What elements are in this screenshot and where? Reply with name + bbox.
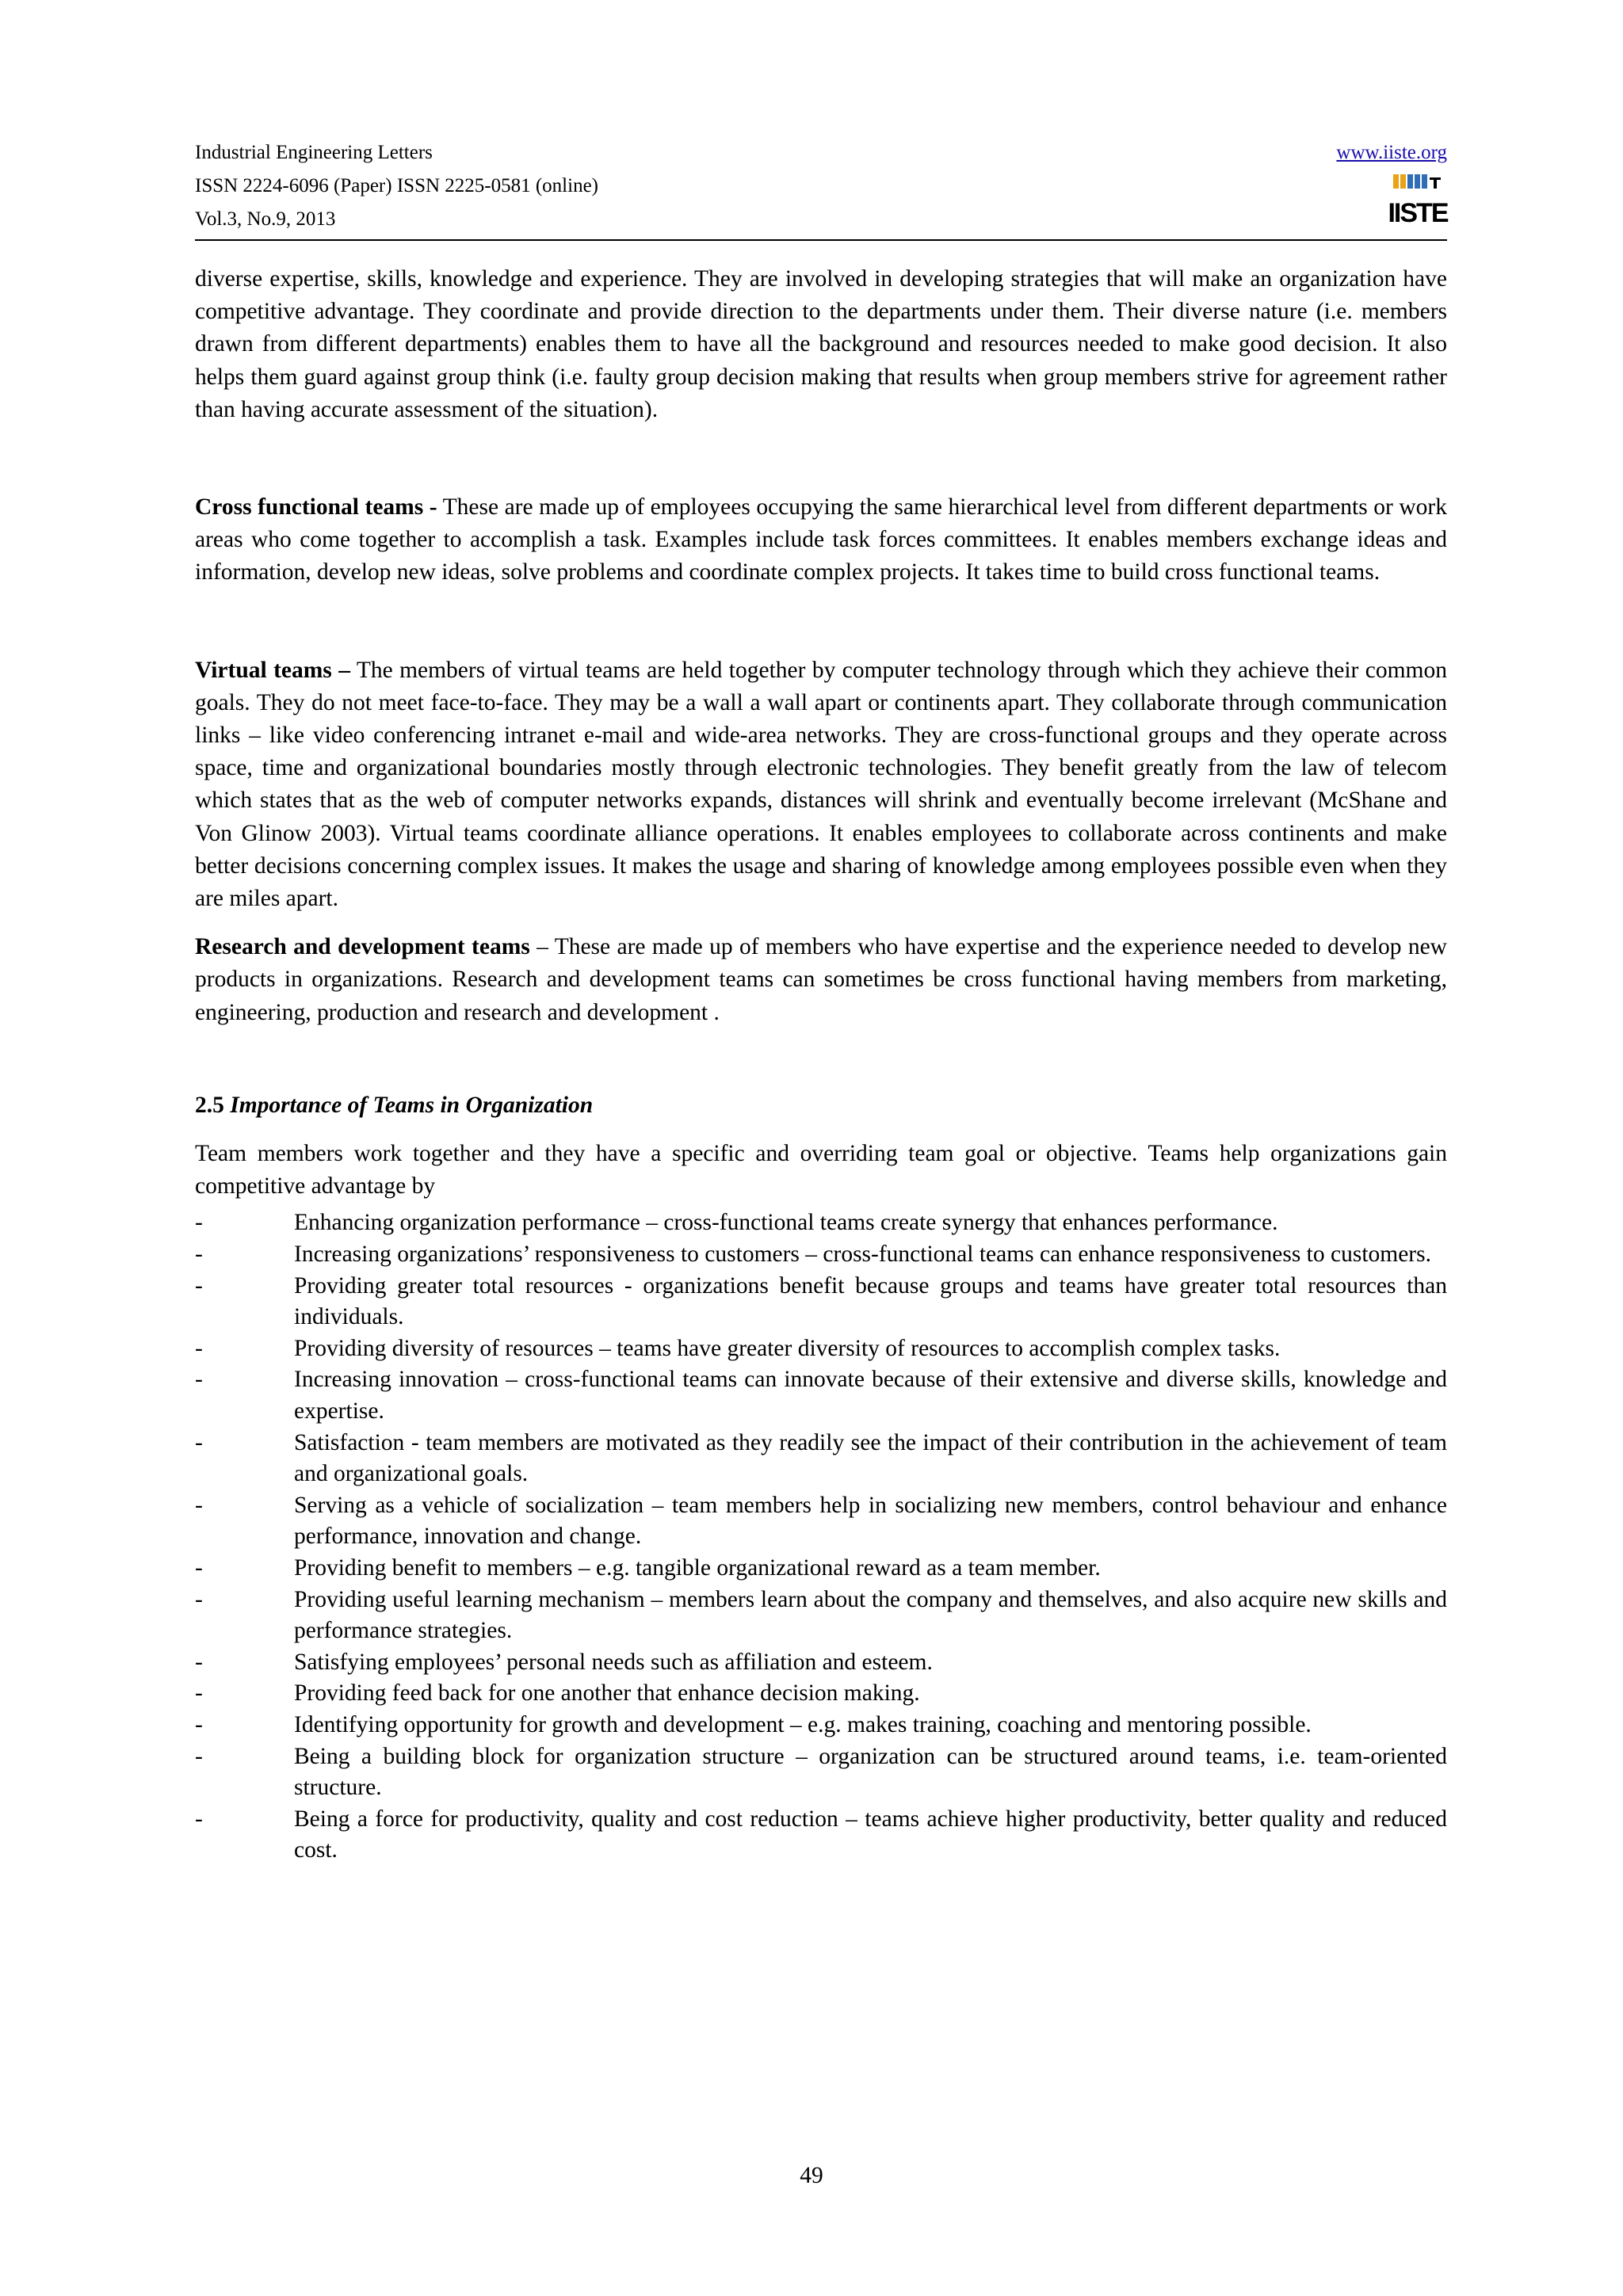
list-item-text: Satisfaction - team members are motivated as they readily see the impact of their contribution in the achievement of team and organizational goals. — [294, 1429, 1447, 1487]
list-item — [195, 1271, 1447, 1333]
list-item — [195, 1239, 1447, 1271]
list-item-text: Providing feed back for one another that enhance decision making. — [294, 1680, 920, 1707]
bullet-marker: - — [195, 1586, 203, 1612]
list-item-text: Increasing innovation – cross-functional teams can innovate because of their extensive and diverse skills, knowledge and expertise. — [294, 1367, 1447, 1425]
list-item-text: Satisfying employees’ personal needs such as affiliation and esteem. — [294, 1649, 933, 1675]
list-item-text: Being a building block for organization structure – organization can be structured around teams, i.e. team-oriented structure. — [294, 1743, 1447, 1801]
volume-line: Vol.3, No.9, 2013 — [195, 208, 336, 230]
list-item — [195, 1428, 1447, 1490]
section-number: 2.5 — [195, 1092, 224, 1118]
iiste-logo-icon — [1388, 173, 1448, 230]
journal-info — [195, 136, 598, 236]
list-item — [195, 1364, 1447, 1427]
list-item-text: Providing useful learning mechanism – members learn about the company and themselves, and also acquire new skills and performance strategies. — [294, 1586, 1447, 1644]
list-item-text: Enhancing organization performance – cross-functional teams create synergy that enhances performance. — [294, 1210, 1278, 1236]
cross-functional-term: Cross functional teams - — [195, 494, 437, 521]
bullet-marker: - — [195, 1210, 203, 1236]
bullet-marker: - — [195, 1649, 203, 1675]
list-item — [195, 1710, 1447, 1741]
intro-paragraph: diverse expertise, skills, knowledge and experience. They are involved in developing strategies that will make an organization have competitive advantage. They coordinate and provide direction to the departments under them. Their diverse nature (i.e. members drawn from different departments) enables them to have all the background and resources needed to make good decision. It also helps them guard against group think (i.e. faulty group decision making that results when group members strive for agreement rather than having accurate assessment of the situation). — [195, 266, 1447, 422]
section-intro-paragraph: Team members work together and they have a specific and overriding team goal or objective. Teams help organizations gain competitive advantage by — [195, 1141, 1447, 1199]
journal-name: Industrial Engineering Letters — [195, 142, 433, 163]
rd-teams-term: Research and development teams — [195, 934, 530, 960]
list-item-text: Serving as a vehicle of socialization – team members help in socializing new members, control behaviour and enhance performance, innovation and change. — [294, 1492, 1447, 1550]
article-body — [195, 263, 1447, 1867]
bullet-marker: - — [195, 1492, 203, 1518]
issn-line: ISSN 2224-6096 (Paper) ISSN 2225-0581 (online) — [195, 175, 598, 196]
cross-functional-paragraph: Cross functional teams - These are made up of employees occupying the same hierarchical level from different departments or work areas who come together to accomplish a task. Examples include task forces committees. It enables members exchange ideas and information, develop new ideas, solve problems and coordinate complex projects. It takes time to build cross functional teams. — [195, 494, 1448, 585]
list-item — [195, 1804, 1447, 1867]
bullet-marker: - — [195, 1335, 203, 1361]
bullet-marker: - — [195, 1743, 203, 1769]
bullet-marker: - — [195, 1367, 203, 1393]
importance-list — [195, 1207, 1447, 1866]
list-item — [195, 1207, 1447, 1239]
virtual-teams-paragraph: Virtual teams – The members of virtual teams are held together by computer technology through which they achieve their common goals. They do not meet face-to-face. They may be a wall a wall apart or continents apart. They collaborate through communication links – like video conferencing intranet e-mail and wide-area networks. They are cross-functional groups and they operate across space, time and organizational boundaries mostly through electronic technologies. They benefit greatly from the law of telecom which states that as the web of computer networks expands, distances will shrink and eventually become irrelevant (McShane and Von Glinow 2003). Virtual teams coordinate alliance operations. It enables employees to collaborate across continents and make better decisions concerning complex issues. It makes the usage and sharing of knowledge among employees possible even when they are miles apart. — [195, 657, 1447, 912]
bullet-marker: - — [195, 1680, 203, 1707]
bullet-marker: - — [195, 1806, 203, 1832]
virtual-teams-term: Virtual teams – — [195, 657, 350, 683]
list-item — [195, 1678, 1447, 1710]
bullet-marker: - — [195, 1429, 203, 1455]
bullet-marker: - — [195, 1272, 203, 1299]
section-title: Importance of Teams in Organization — [230, 1092, 594, 1118]
website-link[interactable]: www.iiste.org — [1336, 142, 1447, 163]
section-heading — [195, 1089, 1447, 1122]
bullet-marker: - — [195, 1711, 203, 1737]
list-item — [195, 1333, 1447, 1365]
running-header — [195, 136, 1447, 241]
list-item-text: Providing diversity of resources – teams have greater diversity of resources to accomplish complex tasks. — [294, 1335, 1281, 1361]
list-item-text: Identifying opportunity for growth and development – e.g. makes training, coaching and mentoring possible. — [294, 1711, 1312, 1737]
bullet-marker: - — [195, 1555, 203, 1581]
list-item-text: Increasing organizations’ responsiveness to customers – cross-functional teams can enhance responsiveness to customers. — [294, 1241, 1431, 1268]
list-item — [195, 1490, 1447, 1553]
list-item-text: Providing benefit to members – e.g. tangible organizational reward as a team member. — [294, 1555, 1101, 1581]
list-item — [195, 1553, 1447, 1585]
page-number: 49 — [800, 2163, 823, 2188]
rd-teams-paragraph: Research and development teams – These are made up of members who have expertise and the experience needed to develop new products in organizations. Research and development teams can sometimes be cross functional having members from marketing, engineering, production and research and development . — [195, 934, 1447, 1025]
bullet-marker: - — [195, 1241, 203, 1268]
list-item-text: Providing greater total resources - organizations benefit because groups and teams have greater total resources than individuals. — [294, 1272, 1447, 1330]
list-item — [195, 1585, 1447, 1647]
list-item-text: Being a force for productivity, quality and cost reduction – teams achieve higher productivity, better quality and reduced cost. — [294, 1806, 1447, 1863]
list-item — [195, 1741, 1447, 1804]
logo-text: IISTE — [1388, 198, 1448, 228]
list-item — [195, 1647, 1447, 1679]
